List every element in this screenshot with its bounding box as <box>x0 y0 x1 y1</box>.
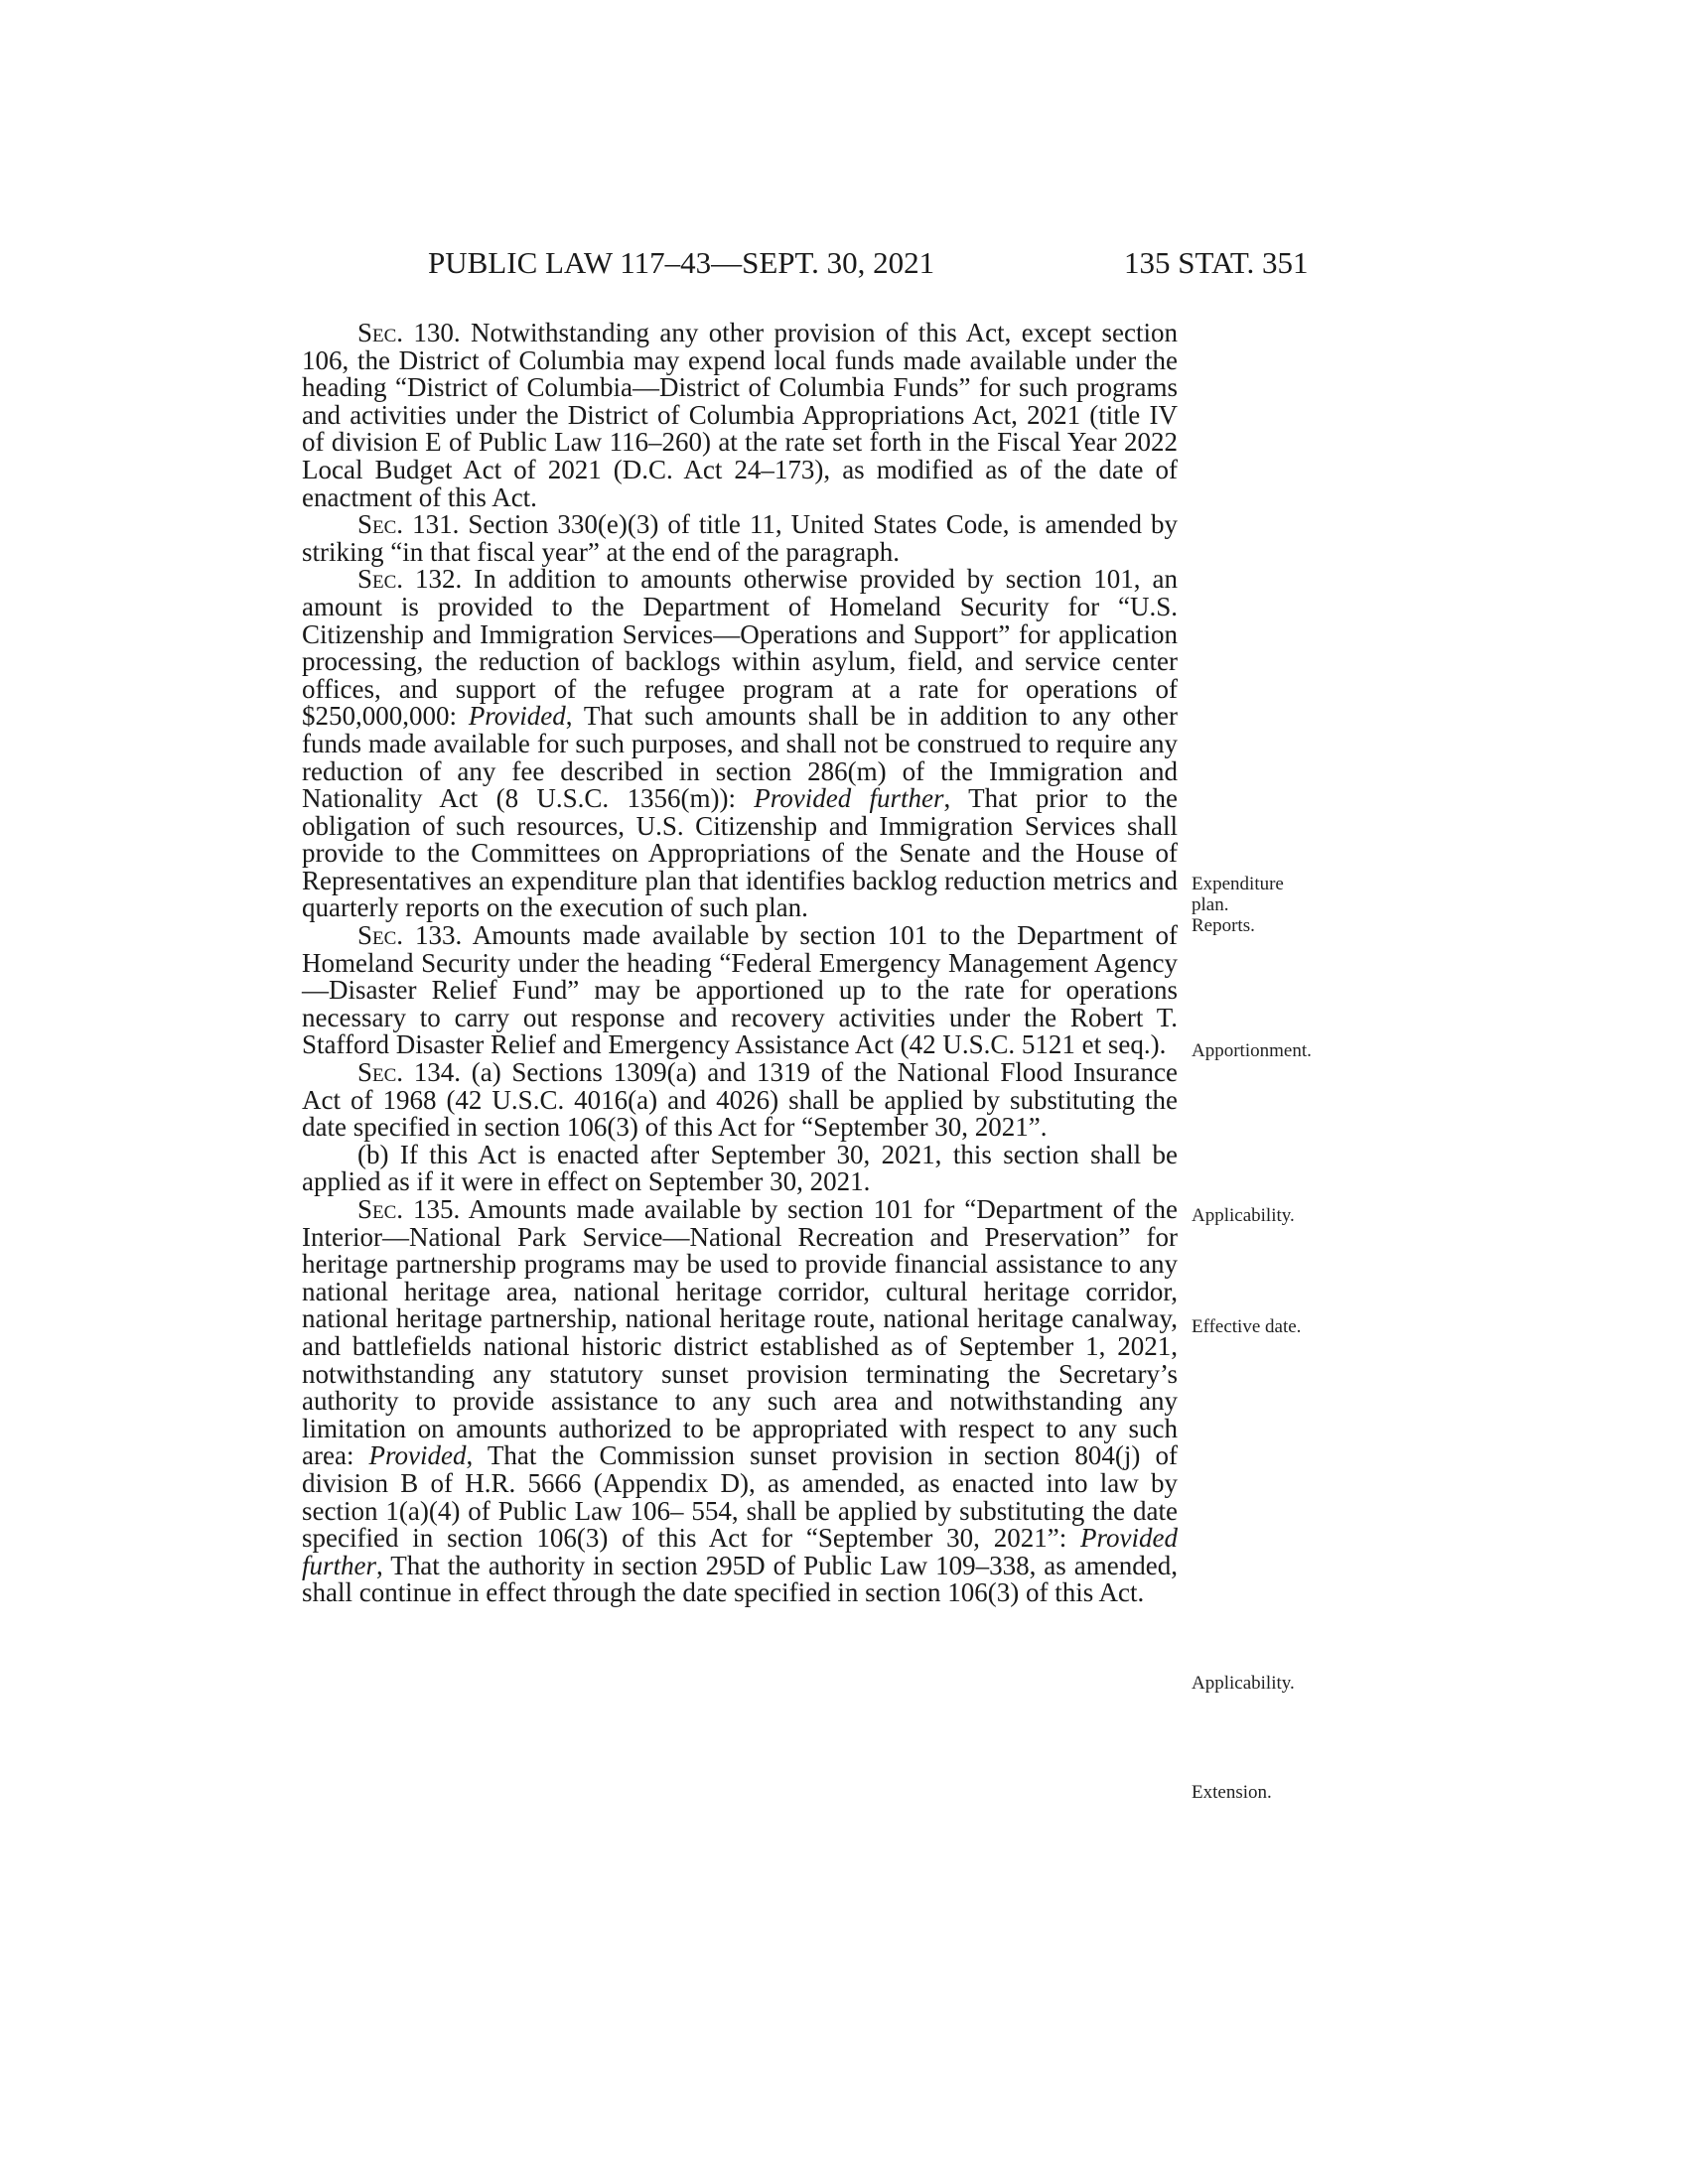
header-stat-page: 135 STAT. 351 <box>1124 245 1309 280</box>
margin-note-expenditure-line2: plan. <box>1192 894 1229 915</box>
section-131-text: . 131. Section 330(e)(3) of title 11, United States Code, is amended by striking “in that fiscal year” at the end of the paragraph. <box>302 509 1178 567</box>
section-135-italic-a: Provided <box>368 1440 467 1471</box>
margin-note-applicability-1: Applicability. <box>1192 1205 1295 1226</box>
margin-note-reports: Reports. <box>1192 915 1255 936</box>
section-132 <box>302 566 1178 922</box>
margin-note-expenditure <box>1192 874 1340 936</box>
section-132-text-a: . 132. In addition to amounts otherwise provided by section 101, an amount is provided to the Department of Homeland Security for “U.S. Citizenship and Immigration Services—Operations and Support” for application processing, the reduction of backlogs within asylum, field, and service center offices, and support of the refugee program at a rate for operations of $250,000,000: <box>302 564 1178 732</box>
section-134b <box>302 1139 1178 1197</box>
sec-label: Sec <box>357 564 397 595</box>
margin-note-apportionment: Apportionment. <box>1192 1040 1312 1061</box>
section-132-text-c: , That prior to the obligation of such resources, U.S. Citizenship and Immigration Services shall provide to the Committees on Appropriations of the Senate and the House of Representatives an expenditure plan that identifies backlog reduction metrics and quarterly reports on the execution of such plan. <box>302 783 1178 923</box>
section-131 <box>302 511 1178 566</box>
section-133 <box>302 922 1178 1059</box>
header-title: PUBLIC LAW 117–43—SEPT. 30, 2021 <box>428 245 935 280</box>
section-132-italic-a: Provided <box>468 701 566 732</box>
sec-label: Sec <box>357 1194 397 1224</box>
section-135 <box>302 1196 1178 1607</box>
margin-note-extension: Extension. <box>1192 1782 1272 1803</box>
main-text <box>302 320 1178 1607</box>
sec-label: Sec <box>357 509 397 540</box>
section-132-italic-b: Provided further <box>754 783 944 814</box>
section-135-italic-b: Provided further <box>302 1523 1178 1580</box>
sec-label: Sec <box>357 920 397 951</box>
section-130 <box>302 320 1178 511</box>
section-134b-text: (b) If this Act is enacted after September 30, 2021, this section shall be applied as if it were in effect on September 30, 2021. <box>302 1139 1178 1197</box>
section-134a <box>302 1059 1178 1142</box>
section-134a-text: . 134. (a) Sections 1309(a) and 1319 of the National Flood Insurance Act of 1968 (42 U.S.C. 4016(a) and 4026) shall be applied by substituting the date specified in section 106(3) of this Act for “September 30, 2021”. <box>302 1057 1178 1143</box>
section-135-text-a: . 135. Amounts made available by section 101 for “Department of the Interior—National Park Service—National Recreation and Preservation” for heritage partnership programs may be used to provide financial assistance to any national heritage area, national heritage corridor, cultural heritage corridor, national heritage partnership, national heritage route, national heritage canalway, and battlefields national historic district established as of September 1, 2021, notwithstanding any statutory sunset provision terminating the Secretary’s authority to provide assistance to any such area and notwithstanding any limitation on amounts authorized to be appropriated with respect to any such area: <box>302 1194 1178 1471</box>
section-132-text-b: , That such amounts shall be in addition to any other funds made available for such purposes, and shall not be construed to require any reduction of any fee described in section 286(m) of the Immigration and Nationality Act (8 U.S.C. 1356(m)): <box>302 701 1178 814</box>
section-133-text: . 133. Amounts made available by section 101 to the Department of Homeland Security under the heading “Federal Emergency Management Agency—Disaster Relief Fund” may be apportioned up to the rate for operations necessary to carry out response and recovery activities under the Robert T. Stafford Disaster Relief and Emergency Assistance Act (42 U.S.C. 5121 et seq.). <box>302 920 1178 1060</box>
margin-note-applicability-2: Applicability. <box>1192 1673 1295 1694</box>
sec-label: Sec <box>357 318 397 347</box>
running-header <box>0 243 1688 283</box>
sec-label: Sec <box>357 1057 397 1088</box>
section-135-text-c: , That the authority in section 295D of Public Law 109–338, as amended, shall continue in effect through the date specified in section 106(3) of this Act. <box>302 1550 1178 1608</box>
section-130-text: . 130. Notwithstanding any other provision of this Act, except section 106, the District of Columbia may expend local funds made available under the heading “District of Columbia—District of Columbia Funds” for such programs and activities under the District of Columbia Appropriations Act, 2021 (title IV of division E of Public Law 116–260) at the rate set forth in the Fiscal Year 2022 Local Budget Act of 2021 (D.C. Act 24–173), as modified as of the date of enactment of this Act. <box>302 318 1178 512</box>
section-135-text-b: , That the Commission sunset provision in section 804(j) of division B of H.R. 5666 (Appendix D), as amended, as enacted into law by section 1(a)(4) of Public Law 106– 554, shall be applied by substituting the date specified in section 106(3) of this Act for “September 30, 2021”: <box>302 1440 1178 1554</box>
margin-note-expenditure-line1: Expenditure <box>1192 874 1284 894</box>
margin-note-effective-date: Effective date. <box>1192 1316 1302 1337</box>
